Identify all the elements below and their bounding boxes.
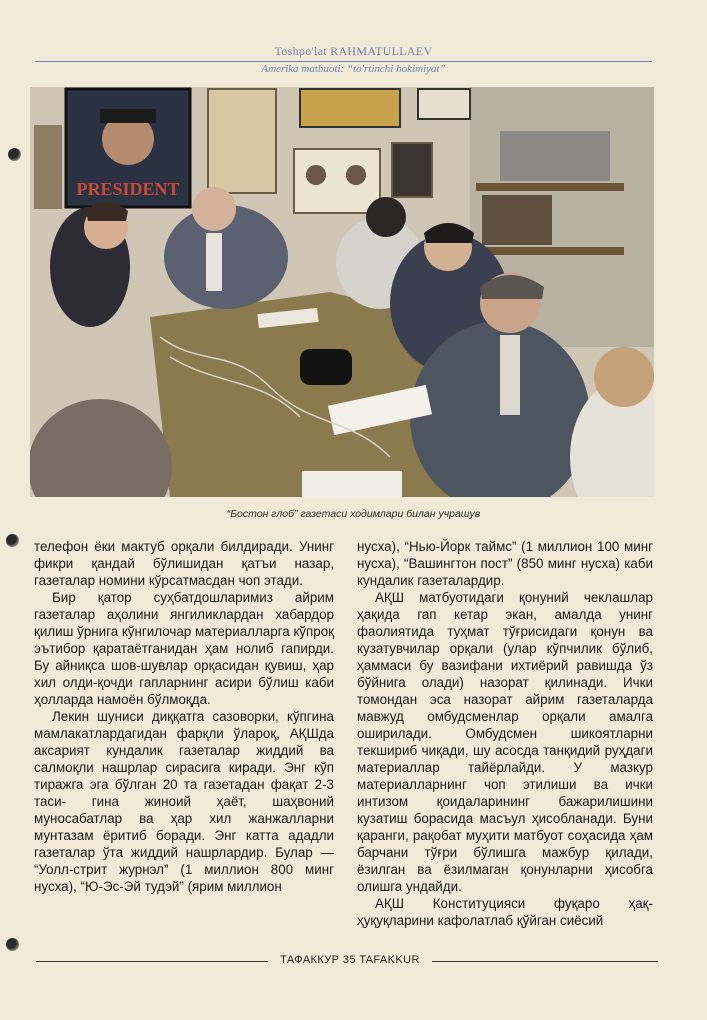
footer-rule-right (432, 961, 658, 962)
running-header-author: Toshpo'lat RAHMATULLAEV (274, 44, 433, 58)
running-header-subtitle: Amerika matbuoti: “to'rtinchi hokimiyat” (261, 63, 446, 75)
paragraph: Бир қатор суҳбатдошларимиз айрим газеталар аҳолини янгиликлардан хабардор қилиш ўрнига кўнгилочар материалларга кўпроқ эътибор қаратаётганидан ҳам нолиб гапирди. Бу айниқса шов-шувлар орқасидан қувиш, ҳар хил олди-қочди гапларнинг асири бўлиш каби ҳолларда намоён бўлмоқда. (34, 590, 334, 707)
photo-caption: “Бостон глоб” газетаси ходимлари билан учрашув (226, 508, 481, 520)
footer-rule-left (36, 961, 268, 962)
poster-text: PRESIDENT (76, 179, 180, 199)
header-rule (35, 61, 652, 62)
paragraph: АҚШ матбуотидаги қонуний чеклашлар ҳақида гап кетар экан, амалда унинг фаолиятида туҳмат тўғрисидаги қонун ва кузатувчилар орқали (улар кўпчилик бўлиб, ҳаммаси бу вазифани ихтиёрий равишда ўз бўйнига олади) назорат қилинади. Ички томондан эса назорат айрим газеталарда мавжуд омбудсменлар орқали амалга оширилади. Омбудсмен шикоятларни текшириб чиқади, шу асосда танқидий руҳдаги материаллар тайёрлайди. У мазкур материалларнинг чоп этилиши ва ички интизом қоидаларининг бажарилишини кузатиш борасида масъул ҳисобланади. Буни қаранги, рақобат муҳити матбуот соҳасида ҳам барчани тўғри бўлишга мажбур қилади, ёзилган ва ёзилмаган қонунларни ҳисобга олишга ундайди. (357, 590, 653, 894)
paragraph: Лекин шуниси диққатга сазоворки, кўпгина мамлакатлардагидан фарқли ўлароқ, АҚШда аксарият кундалик газеталар жиддий ва салмоқли нашрлар сирасига киради. Энг кўп тиражга эга бўлган 20 та газетадан фақат 2-3 таси- гина жиноий ҳаёт, шаҳвоний муносабатлар ва ҳар хил жанжалларни мунтазам ёритиб боради. Энг катта ададли газеталар ўта жиддий нашрлардир. Булар — “Уолл-стрит журнэл” (1 миллион 800 минг нусха), “Ю-Эс-Эй тудэй” (ярим миллион (34, 709, 334, 894)
meeting-photo (30, 87, 654, 497)
punch-hole-bottom (6, 938, 19, 951)
article-column-right (357, 538, 653, 929)
paragraph: нусха), “Нью-Йорк таймс” (1 миллион 100 минг нусха), “Вашингтон пост” (850 минг нусха) каби кундалик газеталардир. (357, 539, 653, 588)
punch-hole-top (8, 148, 21, 161)
paragraph: телефон ёки мактуб орқали билдиради. Унинг фикри қандай бўлишидан қатъи назар, газеталар номини кўрсатмасдан чоп этади. (34, 539, 334, 588)
article-column-left (34, 538, 334, 895)
punch-hole-middle (6, 534, 19, 547)
page-footer: ТАФАККУР 35 TAFAKKUR (280, 954, 420, 966)
paragraph: АҚШ Конституцияси фуқаро ҳақ-ҳуқуқларини кафолатлаб қўйган сиёсий (357, 896, 653, 928)
